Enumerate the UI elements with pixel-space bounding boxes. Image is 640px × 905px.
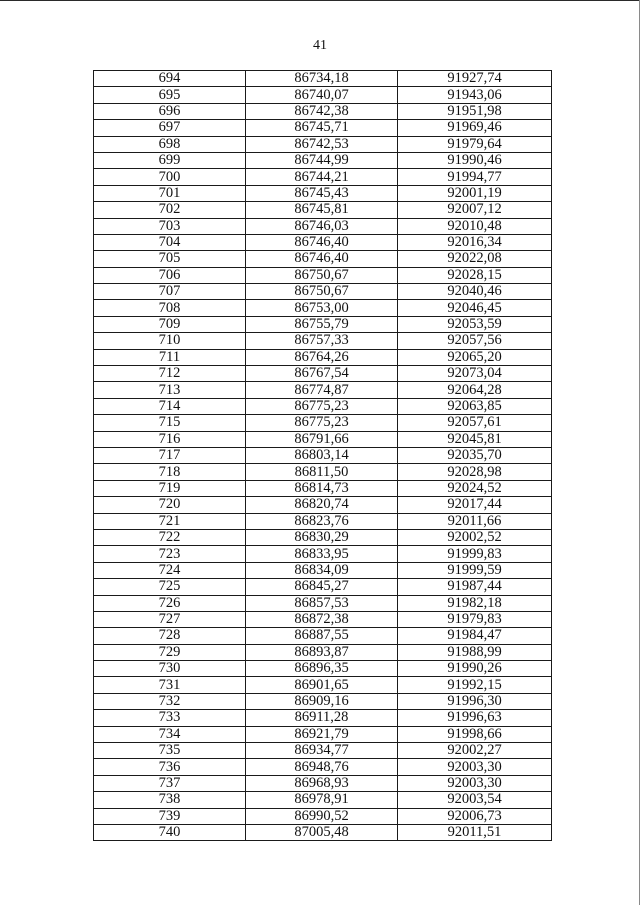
table-row: [94, 743, 552, 759]
x-coordinate-cell: 86833,95: [246, 546, 398, 562]
point-number-cell: 703: [94, 218, 246, 234]
x-coordinate-cell: 86811,50: [246, 464, 398, 480]
y-coordinate-cell: 92003,54: [398, 792, 552, 808]
table-row: [94, 759, 552, 775]
x-coordinate-cell: 86948,76: [246, 759, 398, 775]
point-number-cell: 707: [94, 284, 246, 300]
point-number-cell: 694: [94, 71, 246, 87]
table-row: [94, 202, 552, 218]
table-row: [94, 726, 552, 742]
y-coordinate-cell: 91982,18: [398, 595, 552, 611]
y-coordinate-cell: 92010,48: [398, 218, 552, 234]
table-row: [94, 579, 552, 595]
y-coordinate-cell: 92035,70: [398, 447, 552, 463]
table-row: [94, 415, 552, 431]
x-coordinate-cell: 86775,23: [246, 398, 398, 414]
x-coordinate-cell: 86746,40: [246, 234, 398, 250]
y-coordinate-cell: 92022,08: [398, 251, 552, 267]
point-number-cell: 706: [94, 267, 246, 283]
y-coordinate-cell: 91984,47: [398, 628, 552, 644]
table-row: [94, 136, 552, 152]
point-number-cell: 730: [94, 661, 246, 677]
table-row: [94, 447, 552, 463]
y-coordinate-cell: 92040,46: [398, 284, 552, 300]
y-coordinate-cell: 91998,66: [398, 726, 552, 742]
table-row: [94, 628, 552, 644]
y-coordinate-cell: 91979,64: [398, 136, 552, 152]
y-coordinate-cell: 91927,74: [398, 71, 552, 87]
table-row: [94, 546, 552, 562]
point-number-cell: 715: [94, 415, 246, 431]
table-row: [94, 349, 552, 365]
point-number-cell: 731: [94, 677, 246, 693]
y-coordinate-cell: 92024,52: [398, 480, 552, 496]
table-row: [94, 611, 552, 627]
y-coordinate-cell: 91969,46: [398, 120, 552, 136]
point-number-cell: 725: [94, 579, 246, 595]
x-coordinate-cell: 86893,87: [246, 644, 398, 660]
point-number-cell: 738: [94, 792, 246, 808]
x-coordinate-cell: 86990,52: [246, 808, 398, 824]
x-coordinate-cell: 86753,00: [246, 300, 398, 316]
point-number-cell: 716: [94, 431, 246, 447]
y-coordinate-cell: 92002,52: [398, 529, 552, 545]
point-number-cell: 714: [94, 398, 246, 414]
y-coordinate-cell: 92017,44: [398, 497, 552, 513]
point-number-cell: 704: [94, 234, 246, 250]
y-coordinate-cell: 92057,56: [398, 333, 552, 349]
y-coordinate-cell: 92065,20: [398, 349, 552, 365]
table-row: [94, 316, 552, 332]
x-coordinate-cell: 86834,09: [246, 562, 398, 578]
y-coordinate-cell: 91999,59: [398, 562, 552, 578]
point-number-cell: 698: [94, 136, 246, 152]
y-coordinate-cell: 91951,98: [398, 103, 552, 119]
table-row: [94, 300, 552, 316]
x-coordinate-cell: 86845,27: [246, 579, 398, 595]
x-coordinate-cell: 86740,07: [246, 87, 398, 103]
table-row: [94, 480, 552, 496]
table-row: [94, 661, 552, 677]
y-coordinate-cell: 91988,99: [398, 644, 552, 660]
y-coordinate-cell: 92002,27: [398, 743, 552, 759]
x-coordinate-cell: 86755,79: [246, 316, 398, 332]
y-coordinate-cell: 92064,28: [398, 382, 552, 398]
point-number-cell: 708: [94, 300, 246, 316]
table-row: [94, 808, 552, 824]
x-coordinate-cell: 86887,55: [246, 628, 398, 644]
y-coordinate-cell: 92006,73: [398, 808, 552, 824]
point-number-cell: 735: [94, 743, 246, 759]
point-number-cell: 729: [94, 644, 246, 660]
point-number-cell: 723: [94, 546, 246, 562]
point-number-cell: 719: [94, 480, 246, 496]
y-coordinate-cell: 92011,66: [398, 513, 552, 529]
point-number-cell: 709: [94, 316, 246, 332]
table-row: [94, 185, 552, 201]
x-coordinate-cell: 86742,38: [246, 103, 398, 119]
y-coordinate-cell: 92028,98: [398, 464, 552, 480]
x-coordinate-cell: 86896,35: [246, 661, 398, 677]
y-coordinate-cell: 92003,30: [398, 759, 552, 775]
table-row: [94, 529, 552, 545]
y-coordinate-cell: 92073,04: [398, 366, 552, 382]
point-number-cell: 740: [94, 824, 246, 840]
table-row: [94, 71, 552, 87]
table-row: [94, 120, 552, 136]
x-coordinate-cell: 86872,38: [246, 611, 398, 627]
y-coordinate-cell: 91999,83: [398, 546, 552, 562]
x-coordinate-cell: 86745,43: [246, 185, 398, 201]
x-coordinate-cell: 86757,33: [246, 333, 398, 349]
point-number-cell: 712: [94, 366, 246, 382]
y-coordinate-cell: 92011,51: [398, 824, 552, 840]
coordinates-table-body: [94, 71, 552, 841]
y-coordinate-cell: 92003,30: [398, 775, 552, 791]
x-coordinate-cell: 86791,66: [246, 431, 398, 447]
x-coordinate-cell: 86744,99: [246, 152, 398, 168]
point-number-cell: 732: [94, 693, 246, 709]
y-coordinate-cell: 92057,61: [398, 415, 552, 431]
y-coordinate-cell: 92001,19: [398, 185, 552, 201]
point-number-cell: 711: [94, 349, 246, 365]
page-number: 41: [313, 38, 327, 53]
x-coordinate-cell: 86814,73: [246, 480, 398, 496]
table-row: [94, 333, 552, 349]
x-coordinate-cell: 86746,40: [246, 251, 398, 267]
x-coordinate-cell: 86734,18: [246, 71, 398, 87]
x-coordinate-cell: 86803,14: [246, 447, 398, 463]
point-number-cell: 700: [94, 169, 246, 185]
table-row: [94, 497, 552, 513]
y-coordinate-cell: 91987,44: [398, 579, 552, 595]
table-row: [94, 267, 552, 283]
x-coordinate-cell: 86767,54: [246, 366, 398, 382]
point-number-cell: 695: [94, 87, 246, 103]
point-number-cell: 726: [94, 595, 246, 611]
table-row: [94, 169, 552, 185]
table-row: [94, 87, 552, 103]
table-row: [94, 251, 552, 267]
point-number-cell: 705: [94, 251, 246, 267]
table-row: [94, 382, 552, 398]
y-coordinate-cell: 92028,15: [398, 267, 552, 283]
coordinates-table: [93, 70, 552, 841]
point-number-cell: 736: [94, 759, 246, 775]
y-coordinate-cell: 92046,45: [398, 300, 552, 316]
y-coordinate-cell: 91996,30: [398, 693, 552, 709]
y-coordinate-cell: 91979,83: [398, 611, 552, 627]
table-row: [94, 562, 552, 578]
point-number-cell: 724: [94, 562, 246, 578]
x-coordinate-cell: 86775,23: [246, 415, 398, 431]
table-row: [94, 366, 552, 382]
page-top-border: [0, 0, 640, 1]
x-coordinate-cell: 86911,28: [246, 710, 398, 726]
point-number-cell: 717: [94, 447, 246, 463]
table-row: [94, 234, 552, 250]
point-number-cell: 718: [94, 464, 246, 480]
y-coordinate-cell: 92045,81: [398, 431, 552, 447]
y-coordinate-cell: 92063,85: [398, 398, 552, 414]
x-coordinate-cell: 86934,77: [246, 743, 398, 759]
point-number-cell: 699: [94, 152, 246, 168]
x-coordinate-cell: 86968,93: [246, 775, 398, 791]
y-coordinate-cell: 91994,77: [398, 169, 552, 185]
table-row: [94, 693, 552, 709]
point-number-cell: 734: [94, 726, 246, 742]
point-number-cell: 722: [94, 529, 246, 545]
x-coordinate-cell: 86746,03: [246, 218, 398, 234]
table-row: [94, 775, 552, 791]
point-number-cell: 701: [94, 185, 246, 201]
table-row: [94, 513, 552, 529]
table-row: [94, 824, 552, 840]
y-coordinate-cell: 91992,15: [398, 677, 552, 693]
table-row: [94, 398, 552, 414]
table-row: [94, 677, 552, 693]
x-coordinate-cell: 86921,79: [246, 726, 398, 742]
table-row: [94, 644, 552, 660]
table-row: [94, 103, 552, 119]
y-coordinate-cell: 92016,34: [398, 234, 552, 250]
x-coordinate-cell: 86909,16: [246, 693, 398, 709]
point-number-cell: 710: [94, 333, 246, 349]
x-coordinate-cell: 86742,53: [246, 136, 398, 152]
x-coordinate-cell: 86857,53: [246, 595, 398, 611]
x-coordinate-cell: 86774,87: [246, 382, 398, 398]
y-coordinate-cell: 91996,63: [398, 710, 552, 726]
x-coordinate-cell: 86830,29: [246, 529, 398, 545]
point-number-cell: 728: [94, 628, 246, 644]
x-coordinate-cell: 86745,81: [246, 202, 398, 218]
x-coordinate-cell: 86750,67: [246, 267, 398, 283]
y-coordinate-cell: 91943,06: [398, 87, 552, 103]
x-coordinate-cell: 87005,48: [246, 824, 398, 840]
x-coordinate-cell: 86823,76: [246, 513, 398, 529]
table-row: [94, 431, 552, 447]
table-row: [94, 792, 552, 808]
x-coordinate-cell: 86901,65: [246, 677, 398, 693]
y-coordinate-cell: 92053,59: [398, 316, 552, 332]
y-coordinate-cell: 91990,26: [398, 661, 552, 677]
point-number-cell: 727: [94, 611, 246, 627]
point-number-cell: 697: [94, 120, 246, 136]
point-number-cell: 721: [94, 513, 246, 529]
x-coordinate-cell: 86978,91: [246, 792, 398, 808]
table-row: [94, 710, 552, 726]
point-number-cell: 702: [94, 202, 246, 218]
y-coordinate-cell: 91990,46: [398, 152, 552, 168]
table-row: [94, 284, 552, 300]
point-number-cell: 696: [94, 103, 246, 119]
x-coordinate-cell: 86750,67: [246, 284, 398, 300]
x-coordinate-cell: 86745,71: [246, 120, 398, 136]
point-number-cell: 737: [94, 775, 246, 791]
y-coordinate-cell: 92007,12: [398, 202, 552, 218]
point-number-cell: 713: [94, 382, 246, 398]
table-row: [94, 464, 552, 480]
x-coordinate-cell: 86764,26: [246, 349, 398, 365]
table-row: [94, 218, 552, 234]
point-number-cell: 733: [94, 710, 246, 726]
point-number-cell: 739: [94, 808, 246, 824]
x-coordinate-cell: 86744,21: [246, 169, 398, 185]
table-row: [94, 152, 552, 168]
table-row: [94, 595, 552, 611]
point-number-cell: 720: [94, 497, 246, 513]
x-coordinate-cell: 86820,74: [246, 497, 398, 513]
